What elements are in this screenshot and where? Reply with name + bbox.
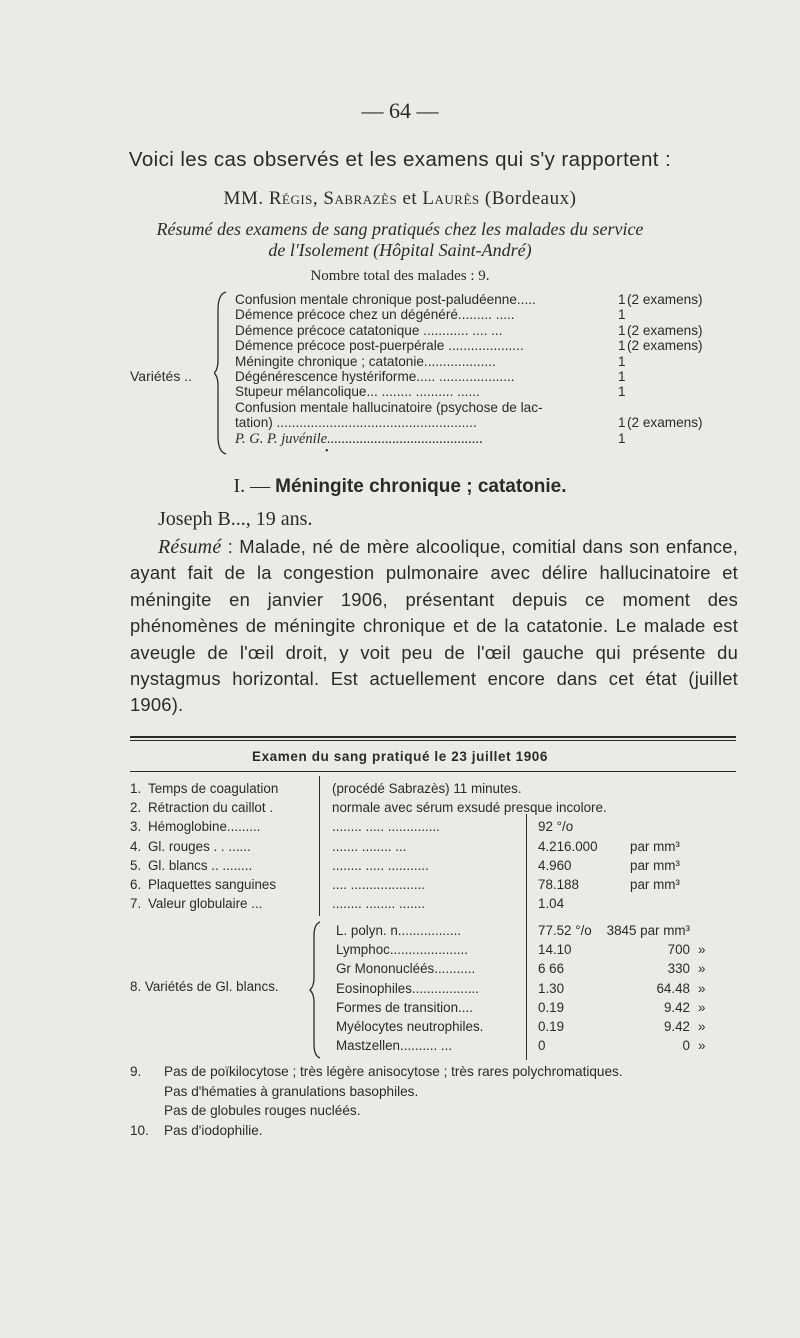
exam-row [0, 818, 800, 836]
section-title [0, 475, 800, 498]
leucocyte-label: Eosinophiles.................. [336, 980, 479, 996]
resume-title-line-2: de l'Isolement (Hôpital Saint-André) [268, 240, 532, 260]
variete-label: Dégénérescence hystériforme..... .................... [235, 369, 515, 384]
exam-row-number: 4. [130, 838, 142, 854]
author-sabrazes: Sabrazès [323, 188, 398, 209]
exam-row-detail: ........ ..... .............. [332, 819, 440, 835]
leucocyte-ditto: » [698, 942, 706, 958]
exam-note-text: Pas d'hématies à granulations basophiles. [164, 1083, 419, 1099]
exam-row-value: 1.04 [538, 896, 565, 912]
leucocyte-absolute: 330 [667, 961, 690, 977]
leucocyte-label: Formes de transition.... [336, 999, 473, 1015]
leucocyte-ditto: » [698, 999, 706, 1015]
variete-row [235, 354, 735, 370]
summary-text: : Malade, né de mère alcoolique, comitial dans son enfance, ayant fait de la congestion pulmonaire avec délire hallucinatoire et méningite en janvier 1906, présentant depuis ce moment des phénomènes de méningite chronique et de la catatonie. Le malade est aveugle de l'œil droit, y voit peu de l'œil gauche qui présente du nystagmus horizontal. Est actuellement encore dans cet état (juillet 1906). [130, 536, 738, 716]
leucocyte-percent: 14.10 [538, 942, 572, 958]
leucocyte-row [0, 960, 800, 978]
author-laures: Laurès [422, 188, 480, 209]
varietes-gl-blancs-row [0, 978, 800, 996]
summary-paragraph [130, 534, 738, 719]
leucocyte-percent: 0 [538, 1038, 546, 1054]
exam-row-unit: par mm³ [630, 877, 680, 892]
exam-row-label: Rétraction du caillot . [148, 800, 274, 816]
exam-row-number: 5. [130, 857, 142, 873]
leucocyte-percent: 0.19 [538, 999, 565, 1015]
variete-row [235, 338, 735, 354]
patient-name: Joseph B..., 19 ans. [158, 508, 313, 530]
divider-top [130, 736, 736, 738]
section-title-second: catatonie. [477, 476, 567, 497]
exam-title: Examen du sang pratiqué le 23 juillet 1906 [251, 749, 549, 764]
exam-note-text: Pas d'iodophilie. [164, 1122, 263, 1138]
leucocyte-row [0, 922, 800, 940]
variete-label: Confusion mentale chronique post-paludéenne..... [235, 292, 536, 307]
section-title-punct: ; [460, 476, 478, 497]
authors-sep-1: , [312, 188, 324, 209]
leucocyte-absolute: 3845 par mm³ [606, 923, 690, 938]
variete-count: 1 [618, 384, 626, 400]
resume-title [0, 219, 800, 261]
summary-lead: Résumé [158, 536, 222, 558]
intro-sentence: Voici les cas observés et les examens qui s'y rapportent : [128, 148, 672, 171]
section-numeral: I. — [233, 475, 276, 497]
leucocyte-absolute: 0 [682, 1038, 690, 1054]
exam-row [0, 876, 800, 894]
variete-row [235, 384, 735, 400]
exam-row [0, 895, 800, 913]
leucocyte-label: L. polyn. n................. [336, 923, 462, 938]
exam-row-unit: par mm³ [630, 838, 680, 854]
variete-row [235, 400, 735, 416]
exam-row-value: 4.216.000 [538, 838, 598, 854]
variete-exams: (2 examens) [627, 338, 703, 354]
leucocyte-percent: 0.19 [538, 1019, 565, 1034]
exam-row-detail: (procédé Sabrazès) 11 minutes. [332, 781, 522, 796]
exam-row-detail: normale avec sérum exsudé presque incolore. [332, 800, 607, 816]
total-patients: Nombre total des malades : 9. [310, 268, 490, 284]
exam-row [0, 799, 800, 817]
resume-title-line-1: Résumé des examens de sang pratiqués chez les malades du service [156, 219, 644, 239]
leucocyte-absolute: 9.42 [663, 1019, 690, 1034]
leucocyte-row [0, 941, 800, 959]
variete-count: 1 [618, 369, 626, 384]
variete-label: P. G. P. juvénile........................................... [235, 430, 483, 447]
exam-row-label: Gl. blancs .. ........ [148, 857, 253, 873]
variete-count: 1 [618, 322, 626, 338]
leucocyte-label: Gr Mononucléés........... [336, 961, 476, 977]
variete-count: 1 [618, 307, 626, 323]
variete-exams: (2 examens) [627, 322, 703, 338]
leucocyte-row [0, 1037, 800, 1055]
variete-count: 1 [618, 338, 626, 354]
asterisk-mark: • [325, 446, 329, 457]
exam-note [130, 1082, 418, 1101]
exam-row-number: 6. [130, 877, 142, 892]
leucocyte-absolute: 700 [667, 942, 690, 958]
divider-bottom [130, 771, 736, 772]
leucocyte-ditto: » [698, 1038, 706, 1054]
leucocyte-label: Myélocytes neutrophiles. [336, 1019, 484, 1034]
varietes-brace [214, 290, 228, 456]
leucocyte-ditto: » [698, 1019, 706, 1034]
exam-row-number: 7. [130, 896, 142, 912]
leucocyte-label: Mastzellen.......... ... [336, 1038, 453, 1054]
leucocyte-percent: 77.52 °/o [538, 923, 592, 938]
variete-label: Démence précoce post-puerpérale .................... [235, 338, 524, 354]
leucocyte-ditto: » [698, 961, 706, 977]
exam-row-number: 3. [130, 819, 142, 835]
page-number: — 64 — [361, 98, 439, 123]
exam-note-number: 10. [130, 1122, 149, 1138]
exam-row-label: Valeur globulaire ... [148, 896, 263, 912]
variete-row [235, 292, 735, 308]
variete-label: Démence précoce catatonique ............ .... ... [235, 322, 503, 338]
exam-note-text: Pas de poïkilocytose ; très légère anisocytose ; très rares polychromatiques. [164, 1064, 623, 1079]
exam-row-label: Temps de coagulation [148, 781, 279, 796]
variete-label: Confusion mentale hallucinatoire (psychose de lac- [235, 399, 543, 415]
author-regis: Régis [268, 188, 313, 209]
varietes-label: Variétés .. [130, 368, 192, 384]
variete-label: tation) ..................................................... [235, 415, 477, 431]
leucocyte-absolute: 64.48 [656, 980, 690, 996]
leucocyte-row [0, 1018, 800, 1036]
exam-row-detail: ........ ........ ....... [332, 896, 426, 912]
variete-exams: (2 examens) [627, 292, 703, 307]
variete-row [235, 307, 735, 323]
exam-row-label: Gl. rouges . . ...... [148, 838, 251, 854]
exam-row-value: 92 °/o [538, 819, 574, 835]
variete-row [235, 323, 735, 339]
authors-place: (Bordeaux) [479, 188, 577, 209]
variete-count: 1 [618, 415, 626, 431]
exam-note-number: 9. [130, 1064, 142, 1079]
exam-row [0, 838, 800, 856]
variete-exams: (2 examens) [627, 415, 703, 431]
exam-note [130, 1101, 361, 1120]
exam-row-value: 78.188 [538, 877, 579, 892]
exam-row-label: Hémoglobine......... [148, 819, 261, 835]
leucocyte-absolute: 9.42 [663, 999, 690, 1015]
leucocyte-percent: 1.30 [538, 980, 565, 996]
exam-row-detail: .... .................... [332, 877, 426, 892]
section-title-main: Méningite chronique [275, 476, 461, 497]
exam-row-number: 2. [130, 800, 142, 816]
variete-count: 1 [618, 292, 626, 307]
leucocyte-percent: 6 66 [538, 961, 565, 977]
exam-row-detail: ........ ..... ........... [332, 857, 429, 873]
divider-top-thin [130, 740, 736, 741]
authors-line [0, 188, 800, 210]
exam-row [0, 780, 800, 798]
variete-row [235, 369, 735, 385]
variete-count: 1 [618, 430, 626, 446]
variete-row [235, 415, 735, 431]
variete-row [235, 431, 735, 447]
varietes-gl-blancs-label: 8. Variétés de Gl. blancs. [130, 979, 279, 994]
variete-label: Stupeur mélancolique... ........ .......... ...... [235, 384, 480, 400]
exam-row [0, 857, 800, 875]
exam-row-value: 4.960 [538, 857, 572, 873]
leucocyte-ditto: » [698, 980, 706, 996]
exam-row-number: 1. [130, 781, 142, 796]
exam-row-label: Plaquettes sanguines [148, 877, 277, 892]
variete-count: 1 [618, 353, 626, 369]
leucocyte-label: Lymphoc..................... [336, 942, 468, 958]
exam-note-text: Pas de globules rouges nucléés. [164, 1103, 361, 1118]
authors-sep-2: et [397, 188, 423, 209]
authors-prefix: MM. [223, 188, 269, 209]
variete-label: Méningite chronique ; catatonie................... [235, 353, 496, 369]
exam-row-detail: ....... ........ ... [332, 838, 407, 854]
exam-note [130, 1121, 263, 1140]
variete-label: Démence précoce chez un dégénéré......... ..... [235, 307, 515, 323]
exam-row-unit: par mm³ [630, 857, 680, 873]
leucocyte-row [0, 999, 800, 1017]
exam-note [130, 1062, 623, 1081]
